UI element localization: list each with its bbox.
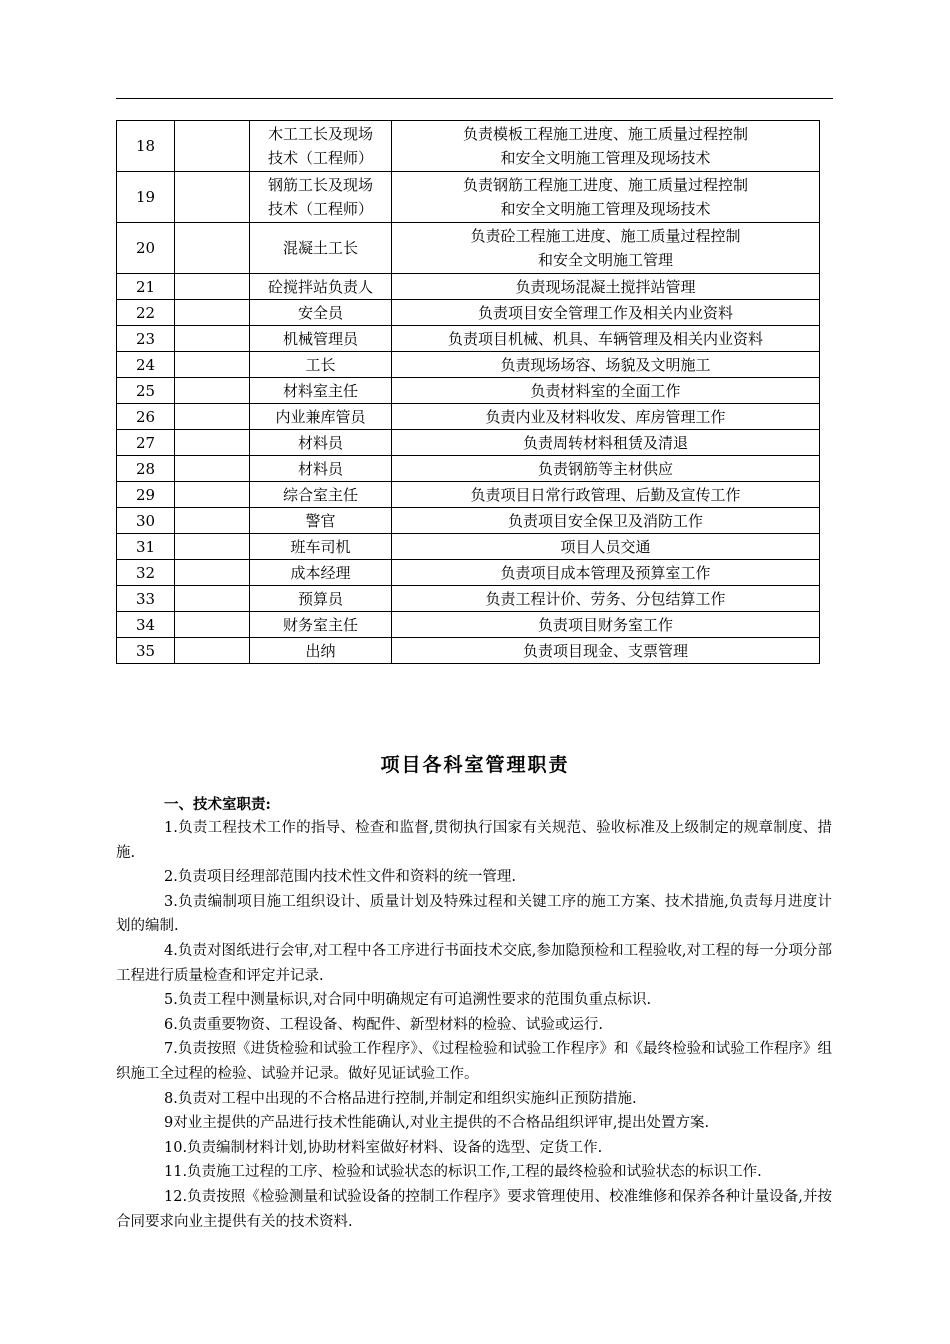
duty-paragraph: 1.负责工程技术工作的指导、检查和监督,贯彻执行国家有关规范、验收标准及上级制定的规章制度、措施. bbox=[116, 820, 832, 861]
table-row bbox=[117, 560, 820, 586]
duty-text: 项目人员交通 bbox=[560, 537, 651, 556]
row-number-cell: 24 bbox=[117, 352, 175, 378]
duty-text: 和安全文明施工管理及现场技术 bbox=[500, 200, 711, 218]
table-row bbox=[117, 534, 820, 560]
duty-cell bbox=[392, 378, 820, 404]
position-cell bbox=[250, 326, 392, 352]
name-cell bbox=[175, 300, 250, 326]
duty-cell bbox=[392, 560, 820, 586]
position-text: 出纳 bbox=[305, 641, 336, 660]
duty-cell bbox=[392, 121, 820, 172]
header-rule bbox=[116, 98, 833, 99]
position-text: 预算员 bbox=[297, 589, 343, 608]
duty-cell bbox=[392, 508, 820, 534]
name-cell bbox=[175, 638, 250, 664]
row-number-cell: 23 bbox=[117, 326, 175, 352]
position-text: 班车司机 bbox=[290, 537, 351, 556]
name-cell bbox=[175, 430, 250, 456]
name-cell bbox=[175, 172, 250, 223]
duty-cell bbox=[392, 404, 820, 430]
duty-text: 负责项目成本管理及预算室工作 bbox=[500, 563, 711, 582]
duty-text: 负责周转材料租赁及清退 bbox=[522, 433, 688, 452]
name-cell bbox=[175, 352, 250, 378]
row-number-cell: 26 bbox=[117, 404, 175, 430]
duty-cell bbox=[392, 274, 820, 300]
position-cell bbox=[250, 430, 392, 456]
row-number-cell: 33 bbox=[117, 586, 175, 612]
duty-cell bbox=[392, 612, 820, 638]
position-cell bbox=[250, 586, 392, 612]
name-cell bbox=[175, 223, 250, 274]
position-text: 技术（工程师） bbox=[267, 200, 373, 218]
position-cell bbox=[250, 300, 392, 326]
name-cell bbox=[175, 560, 250, 586]
duty-paragraph: 4.负责对图纸进行会审,对工程中各工序进行书面技术交底,参加隐预检和工程验收,对工程的每一分项分部工程进行质量检查和评定并记录. bbox=[116, 942, 832, 984]
table-row bbox=[117, 586, 820, 612]
row-number-cell: 20 bbox=[117, 223, 175, 274]
position-cell bbox=[250, 508, 392, 534]
position-text: 砼搅拌站负责人 bbox=[267, 277, 373, 296]
row-number-cell: 30 bbox=[117, 508, 175, 534]
position-cell bbox=[250, 378, 392, 404]
position-cell bbox=[250, 121, 392, 172]
position-cell bbox=[250, 560, 392, 586]
position-text: 材料员 bbox=[297, 433, 343, 452]
position-cell bbox=[250, 223, 392, 274]
row-number-cell: 27 bbox=[117, 430, 175, 456]
staff-duty-table bbox=[116, 120, 820, 664]
duty-text: 负责钢筋等主材供应 bbox=[537, 459, 673, 478]
duty-text: 负责砼工程施工进度、施工质量过程控制 bbox=[470, 227, 741, 245]
position-text: 材料员 bbox=[297, 459, 343, 478]
table-row bbox=[117, 612, 820, 638]
duty-text: 负责现场混凝土搅拌站管理 bbox=[515, 277, 696, 296]
table-row bbox=[117, 121, 820, 172]
name-cell bbox=[175, 586, 250, 612]
name-cell bbox=[175, 274, 250, 300]
duty-text: 和安全文明施工管理 bbox=[537, 251, 673, 269]
position-text: 警官 bbox=[305, 511, 336, 530]
table-row bbox=[117, 172, 820, 223]
duty-paragraph: 10.负责编制材料计划,协助材料室做好材料、设备的选型、定货工作. bbox=[164, 1139, 603, 1156]
position-cell bbox=[250, 456, 392, 482]
duty-cell bbox=[392, 352, 820, 378]
row-number-cell: 29 bbox=[117, 482, 175, 508]
duty-paragraph: 12.负责按照《检验测量和试验设备的控制工作程序》要求管理使用、校准维修和保养各种计量设备,并按合同要求向业主提供有关的技术资料. bbox=[116, 1188, 832, 1230]
name-cell bbox=[175, 121, 250, 172]
position-text: 材料室主任 bbox=[282, 381, 358, 400]
table-row bbox=[117, 638, 820, 664]
position-cell bbox=[250, 534, 392, 560]
row-number-cell: 22 bbox=[117, 300, 175, 326]
position-cell bbox=[250, 482, 392, 508]
row-number-cell: 28 bbox=[117, 456, 175, 482]
duty-paragraph: 11.负责施工过程的工序、检验和试验状态的标识工作,工程的最终检验和试验状态的标识工作. bbox=[164, 1164, 762, 1181]
position-cell bbox=[250, 638, 392, 664]
row-number-cell: 21 bbox=[117, 274, 175, 300]
duty-paragraph: 3.负责编制项目施工组织设计、质量计划及特殊过程和关键工序的施工方案、技术措施,负责每月进度计划的编制. bbox=[116, 893, 832, 935]
name-cell bbox=[175, 534, 250, 560]
position-text: 财务室主任 bbox=[282, 615, 358, 634]
duty-paragraph: 8.负责对工程中出现的不合格品进行控制,并制定和组织实施纠正预防措施. bbox=[164, 1090, 637, 1107]
position-text: 木工工长及现场 bbox=[267, 125, 373, 143]
duty-text: 负责项目日常行政管理、后勤及宣传工作 bbox=[470, 485, 741, 504]
table-row bbox=[117, 430, 820, 456]
section-title: 项目各科室管理职责 bbox=[380, 754, 570, 776]
table-row bbox=[117, 508, 820, 534]
duty-cell bbox=[392, 482, 820, 508]
duty-cell bbox=[392, 430, 820, 456]
duty-cell bbox=[392, 456, 820, 482]
table-row bbox=[117, 223, 820, 274]
duty-text: 负责项目机械、机具、车辆管理及相关内业资料 bbox=[447, 329, 763, 348]
row-number-cell: 34 bbox=[117, 612, 175, 638]
position-text: 安全员 bbox=[297, 303, 343, 322]
duty-text: 负责项目安全保卫及消防工作 bbox=[507, 511, 703, 530]
duty-text: 负责项目财务室工作 bbox=[537, 615, 673, 634]
duty-text: 负责模板工程施工进度、施工质量过程控制 bbox=[462, 125, 748, 143]
table-body bbox=[117, 121, 820, 664]
duty-text: 负责工程计价、劳务、分包结算工作 bbox=[485, 589, 726, 608]
name-cell bbox=[175, 508, 250, 534]
duty-cell bbox=[392, 223, 820, 274]
table-row bbox=[117, 326, 820, 352]
position-cell bbox=[250, 274, 392, 300]
duty-cell bbox=[392, 326, 820, 352]
name-cell bbox=[175, 326, 250, 352]
duty-text: 负责内业及材料收发、库房管理工作 bbox=[485, 407, 726, 426]
position-text: 混凝土工长 bbox=[282, 239, 358, 257]
position-text: 技术（工程师） bbox=[267, 149, 373, 167]
position-text: 内业兼库管员 bbox=[275, 407, 366, 426]
position-text: 成本经理 bbox=[290, 563, 351, 582]
name-cell bbox=[175, 378, 250, 404]
duty-cell bbox=[392, 586, 820, 612]
position-cell bbox=[250, 612, 392, 638]
duty-cell bbox=[392, 172, 820, 223]
table-row bbox=[117, 378, 820, 404]
duty-text: 和安全文明施工管理及现场技术 bbox=[500, 149, 711, 167]
name-cell bbox=[175, 612, 250, 638]
row-number-cell: 18 bbox=[117, 121, 175, 172]
duty-paragraph: 6.负责重要物资、工程设备、构配件、新型材料的检验、试验或运行. bbox=[164, 1016, 603, 1033]
duty-text: 负责项目现金、支票管理 bbox=[522, 641, 688, 660]
row-number-cell: 19 bbox=[117, 172, 175, 223]
name-cell bbox=[175, 404, 250, 430]
duty-paragraph: 9对业主提供的产品进行技术性能确认,对业主提供的不合格品组织评审,提出处置方案. bbox=[164, 1115, 710, 1132]
duty-paragraph: 7.负责按照《进货检验和试验工作程序》、《过程检验和试验工作程序》和《最终检验和试验工作程序》组织施工全过程的检验、试验并记录。做好见证试验工作。 bbox=[116, 1041, 832, 1082]
table-row bbox=[117, 404, 820, 430]
position-text: 工长 bbox=[305, 355, 336, 374]
position-text: 机械管理员 bbox=[282, 329, 358, 348]
duty-paragraph: 5.负责工程中测量标识,对合同中明确规定有可追溯性要求的范围负重点标识. bbox=[164, 992, 652, 1009]
duty-paragraphs bbox=[116, 816, 832, 1234]
position-text: 钢筋工长及现场 bbox=[267, 176, 373, 194]
table-row bbox=[117, 352, 820, 378]
row-number-cell: 35 bbox=[117, 638, 175, 664]
table-row bbox=[117, 300, 820, 326]
position-cell bbox=[250, 172, 392, 223]
subheading-technical-office: 一、技术室职责: bbox=[164, 796, 271, 813]
duty-cell bbox=[392, 300, 820, 326]
table-row bbox=[117, 482, 820, 508]
position-cell bbox=[250, 404, 392, 430]
duty-text: 负责项目安全管理工作及相关内业资料 bbox=[477, 303, 733, 322]
table-row bbox=[117, 456, 820, 482]
row-number-cell: 25 bbox=[117, 378, 175, 404]
row-number-cell: 32 bbox=[117, 560, 175, 586]
duty-cell bbox=[392, 534, 820, 560]
table-row bbox=[117, 274, 820, 300]
name-cell bbox=[175, 456, 250, 482]
duty-text: 负责现场场容、场貌及文明施工 bbox=[500, 355, 711, 374]
position-text: 综合室主任 bbox=[282, 485, 358, 504]
name-cell bbox=[175, 482, 250, 508]
duty-text: 负责材料室的全面工作 bbox=[530, 381, 681, 400]
duty-text: 负责钢筋工程施工进度、施工质量过程控制 bbox=[462, 176, 748, 194]
duty-paragraph: 2.负责项目经理部范围内技术性文件和资料的统一管理. bbox=[164, 869, 516, 886]
row-number-cell: 31 bbox=[117, 534, 175, 560]
position-cell bbox=[250, 352, 392, 378]
duty-cell bbox=[392, 638, 820, 664]
